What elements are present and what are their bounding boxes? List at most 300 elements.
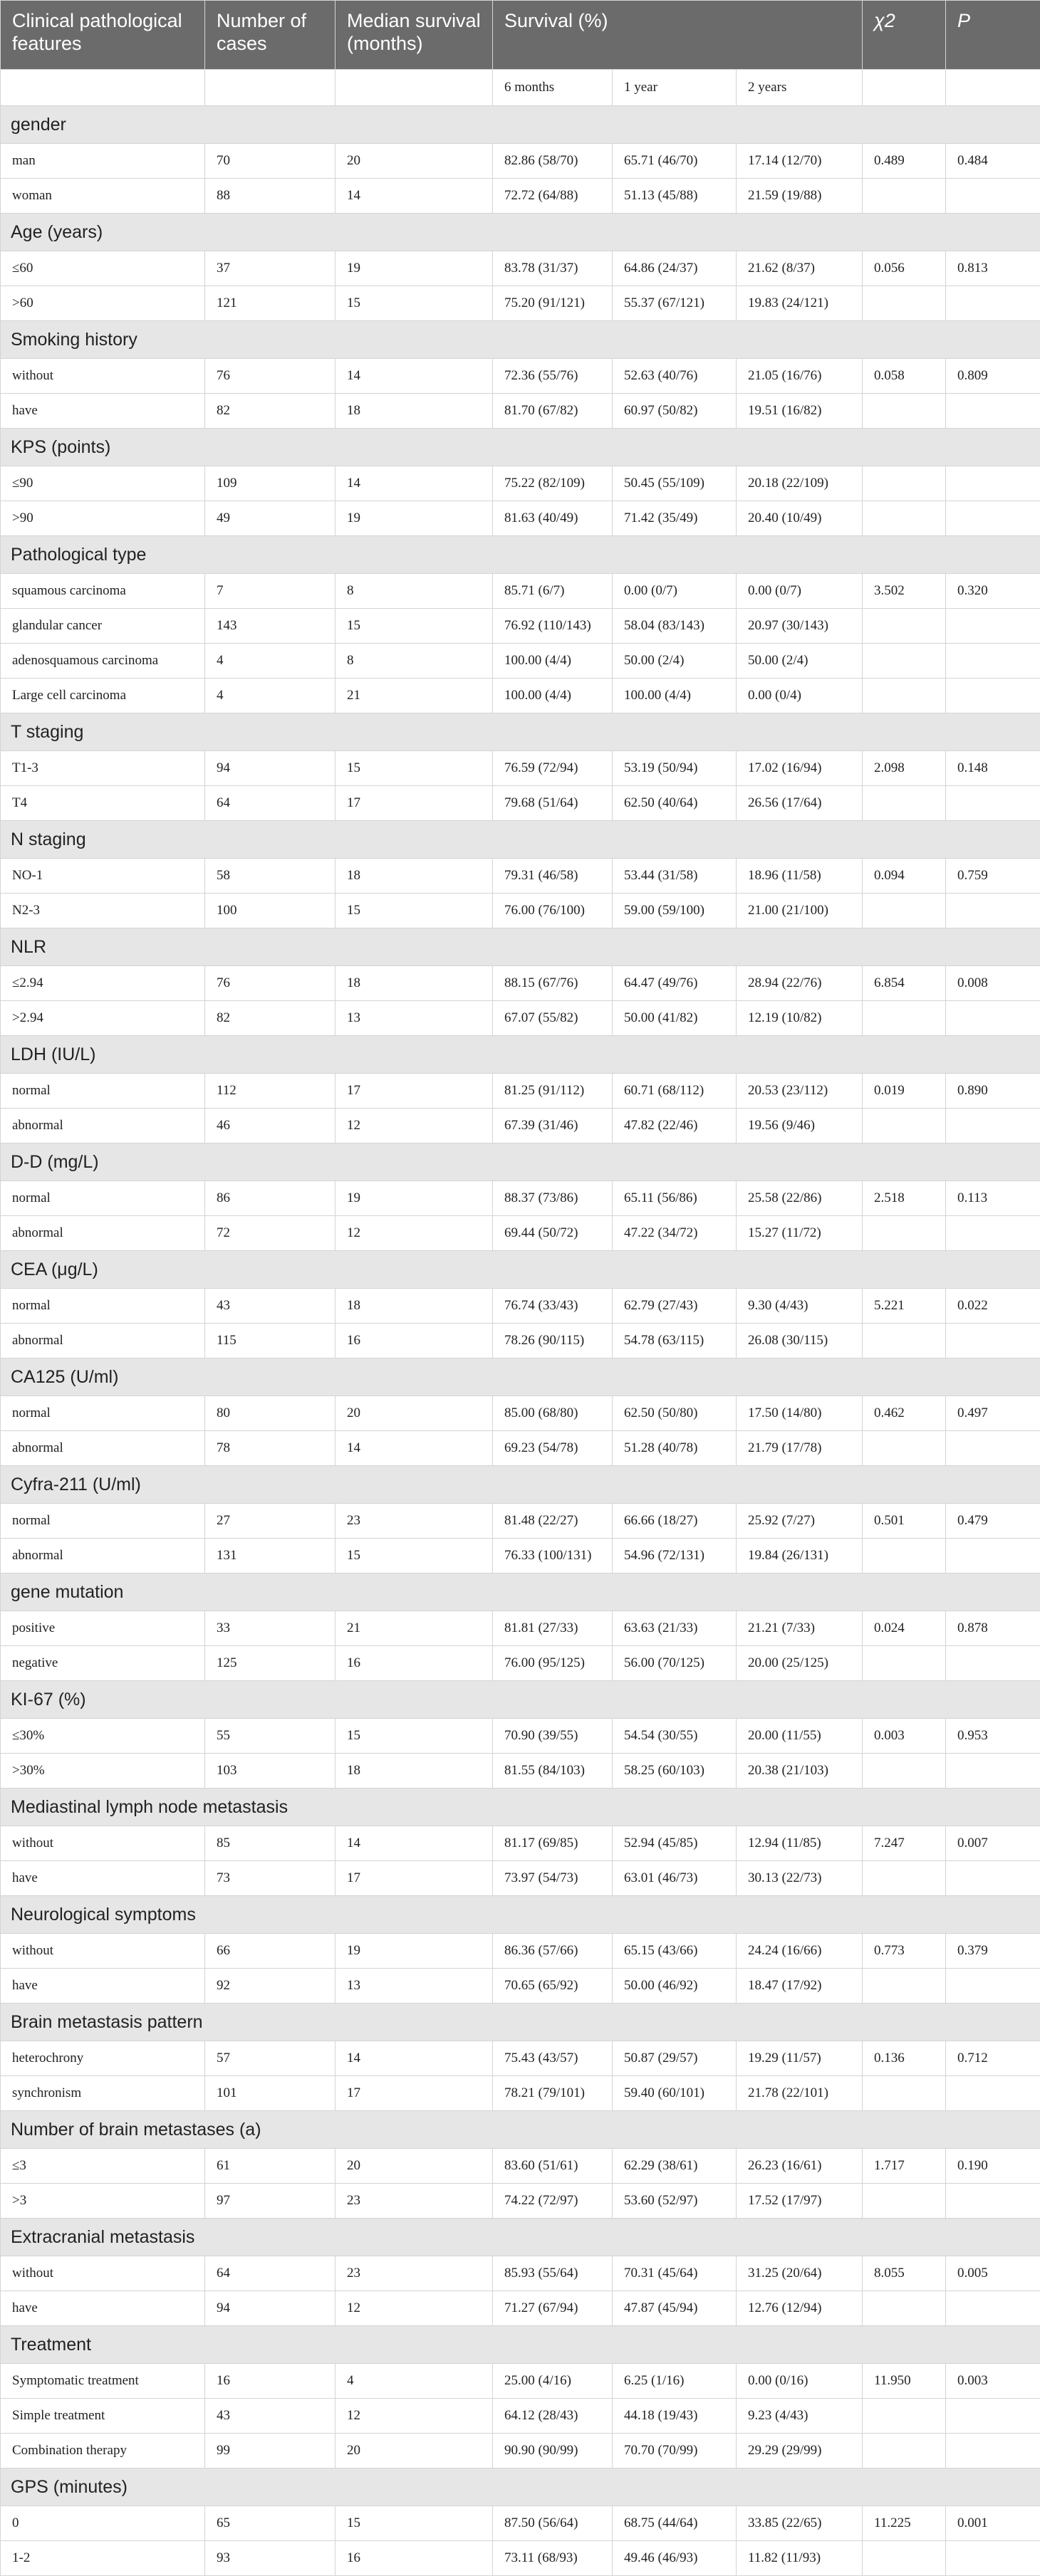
chi2-cell: 0.094 [863,859,946,894]
chi2-cell [863,1216,946,1251]
survival-6m-cell: 70.90 (39/55) [493,1719,613,1754]
chi2-cell [863,1539,946,1574]
p-value-cell: 0.484 [946,144,1040,179]
group-header-row [1,106,1040,144]
survival-1y-cell: 64.47 (49/76) [613,966,737,1001]
row-label: normal [1,1181,205,1216]
row-label: ≤60 [1,251,205,286]
cases-cell: 121 [205,286,336,321]
median-cell: 14 [336,1826,493,1861]
table-row [1,251,1040,286]
survival-1y-cell: 44.18 (19/43) [613,2399,737,2434]
group-header-row [1,713,1040,751]
median-cell: 17 [336,1861,493,1896]
row-label: NO-1 [1,859,205,894]
survival-6m-cell: 100.00 (4/4) [493,679,613,713]
group-title: gene mutation [1,1574,1040,1611]
cases-cell: 76 [205,359,336,394]
row-label: >30% [1,1754,205,1789]
p-value-cell [946,2184,1040,2219]
survival-2y-cell: 25.92 (7/27) [737,1504,863,1539]
survival-1y-cell: 100.00 (4/4) [613,679,737,713]
subheader-blank [205,70,336,106]
row-label: man [1,144,205,179]
cases-cell: 94 [205,2291,336,2326]
median-cell: 15 [336,1719,493,1754]
cases-cell: 72 [205,1216,336,1251]
cases-cell: 143 [205,609,336,644]
group-header-row [1,1358,1040,1396]
survival-1y-cell: 70.70 (70/99) [613,2434,737,2468]
survival-2y-cell: 12.19 (10/82) [737,1001,863,1036]
median-cell: 21 [336,679,493,713]
median-cell: 15 [336,1539,493,1574]
survival-6m-cell: 73.11 (68/93) [493,2541,613,2576]
table-row [1,1504,1040,1539]
chi2-cell [863,2399,946,2434]
table-row [1,2149,1040,2184]
p-value-cell [946,1969,1040,2004]
p-value-cell: 0.113 [946,1181,1040,1216]
chi2-cell [863,179,946,214]
p-value-cell [946,609,1040,644]
survival-6m-cell: 79.68 (51/64) [493,786,613,821]
median-cell: 17 [336,2076,493,2111]
survival-1y-cell: 0.00 (0/7) [613,574,737,609]
p-value-cell [946,894,1040,928]
p-value-cell [946,501,1040,536]
survival-2y-cell: 33.85 (22/65) [737,2506,863,2541]
median-cell: 19 [336,501,493,536]
median-cell: 20 [336,2149,493,2184]
median-cell: 15 [336,2506,493,2541]
row-label: woman [1,179,205,214]
chi2-cell: 5.221 [863,1289,946,1324]
median-cell: 23 [336,2256,493,2291]
survival-1y-cell: 50.00 (41/82) [613,1001,737,1036]
table-row [1,2541,1040,2576]
row-label: negative [1,1646,205,1681]
table-row [1,2506,1040,2541]
chi2-cell: 6.854 [863,966,946,1001]
survival-1y-cell: 51.28 (40/78) [613,1431,737,1466]
p-value-cell [946,286,1040,321]
row-label: T1-3 [1,751,205,786]
p-value-cell: 0.479 [946,1504,1040,1539]
survival-2y-cell: 0.00 (0/16) [737,2364,863,2399]
survival-1y-cell: 49.46 (46/93) [613,2541,737,2576]
p-value-cell [946,1001,1040,1036]
p-value-cell: 0.759 [946,859,1040,894]
survival-2y-cell: 21.21 (7/33) [737,1611,863,1646]
chi2-cell [863,1324,946,1358]
survival-6m-cell: 81.63 (40/49) [493,501,613,536]
survival-6m-cell: 90.90 (90/99) [493,2434,613,2468]
chi2-cell [863,1969,946,2004]
survival-6m-cell: 67.39 (31/46) [493,1109,613,1143]
row-label: >60 [1,286,205,321]
p-value-cell: 0.001 [946,2506,1040,2541]
chi2-cell: 8.055 [863,2256,946,2291]
table-row [1,286,1040,321]
table-row [1,394,1040,429]
survival-2y-cell: 21.62 (8/37) [737,251,863,286]
cases-cell: 82 [205,394,336,429]
header-cases: Number of cases [205,1,336,70]
cases-cell: 4 [205,644,336,679]
median-cell: 21 [336,1611,493,1646]
survival-1y-cell: 70.31 (45/64) [613,2256,737,2291]
median-cell: 4 [336,2364,493,2399]
group-title: Neurological symptoms [1,1896,1040,1934]
table-row [1,1861,1040,1896]
row-label: synchronism [1,2076,205,2111]
p-value-cell [946,2541,1040,2576]
row-label: have [1,1861,205,1896]
survival-2y-cell: 20.40 (10/49) [737,501,863,536]
chi2-cell: 0.024 [863,1611,946,1646]
median-cell: 17 [336,786,493,821]
group-header-row [1,1574,1040,1611]
table-row [1,1826,1040,1861]
median-cell: 20 [336,144,493,179]
survival-2y-cell: 19.84 (26/131) [737,1539,863,1574]
row-label: 1-2 [1,2541,205,2576]
survival-2y-cell: 19.83 (24/121) [737,286,863,321]
survival-2y-cell: 12.76 (12/94) [737,2291,863,2326]
survival-2y-cell: 25.58 (22/86) [737,1181,863,1216]
survival-1y-cell: 47.87 (45/94) [613,2291,737,2326]
p-value-cell: 0.008 [946,966,1040,1001]
survival-2y-cell: 21.79 (17/78) [737,1431,863,1466]
survival-6m-cell: 88.37 (73/86) [493,1181,613,1216]
survival-6m-cell: 81.55 (84/103) [493,1754,613,1789]
cases-cell: 65 [205,2506,336,2541]
p-value-cell: 0.148 [946,751,1040,786]
table-row [1,144,1040,179]
median-cell: 12 [336,1109,493,1143]
median-cell: 14 [336,359,493,394]
chi2-cell [863,1109,946,1143]
median-cell: 16 [336,2541,493,2576]
row-label: abnormal [1,1324,205,1358]
p-value-cell [946,786,1040,821]
row-label: normal [1,1504,205,1539]
cases-cell: 46 [205,1109,336,1143]
median-cell: 15 [336,751,493,786]
table-row [1,2364,1040,2399]
survival-2y-cell: 18.47 (17/92) [737,1969,863,2004]
survival-6m-cell: 64.12 (28/43) [493,2399,613,2434]
median-cell: 14 [336,1431,493,1466]
survival-2y-cell: 11.82 (11/93) [737,2541,863,2576]
group-header-row [1,429,1040,466]
row-label: ≤30% [1,1719,205,1754]
p-value-cell: 0.022 [946,1289,1040,1324]
cases-cell: 109 [205,466,336,501]
p-value-cell [946,394,1040,429]
row-label: adenosquamous carcinoma [1,644,205,679]
median-cell: 15 [336,286,493,321]
p-value-cell [946,1431,1040,1466]
table-row [1,1969,1040,2004]
chi2-cell: 2.518 [863,1181,946,1216]
group-title: Age (years) [1,214,1040,251]
group-header-row [1,1251,1040,1289]
group-title: Cyfra-211 (U/ml) [1,1466,1040,1504]
table-row [1,1539,1040,1574]
group-title: gender [1,106,1040,144]
survival-1y-cell: 50.45 (55/109) [613,466,737,501]
median-cell: 20 [336,1396,493,1431]
p-value-cell [946,1861,1040,1896]
survival-6m-cell: 76.59 (72/94) [493,751,613,786]
group-title: GPS (minutes) [1,2468,1040,2506]
row-label: normal [1,1396,205,1431]
survival-6m-cell: 72.72 (64/88) [493,179,613,214]
survival-1y-cell: 47.82 (22/46) [613,1109,737,1143]
chi2-cell: 0.056 [863,251,946,286]
row-label: have [1,1969,205,2004]
p-value-cell [946,679,1040,713]
survival-6m-cell: 81.25 (91/112) [493,1074,613,1109]
row-label: without [1,359,205,394]
chi2-cell: 0.136 [863,2041,946,2076]
chi2-cell: 0.019 [863,1074,946,1109]
cases-cell: 64 [205,2256,336,2291]
survival-1y-cell: 62.79 (27/43) [613,1289,737,1324]
survival-1y-cell: 50.00 (46/92) [613,1969,737,2004]
row-label: Combination therapy [1,2434,205,2468]
row-label: have [1,2291,205,2326]
subheader-2-years: 2 years [737,70,863,106]
survival-6m-cell: 78.26 (90/115) [493,1324,613,1358]
survival-1y-cell: 56.00 (70/125) [613,1646,737,1681]
table-row [1,501,1040,536]
subheader-row [1,70,1040,106]
group-header-row [1,1789,1040,1826]
cases-cell: 37 [205,251,336,286]
median-cell: 18 [336,859,493,894]
cases-cell: 58 [205,859,336,894]
median-cell: 20 [336,2434,493,2468]
cases-cell: 115 [205,1324,336,1358]
group-header-row [1,1681,1040,1719]
median-cell: 15 [336,609,493,644]
header-row [1,1,1040,70]
chi2-cell: 0.489 [863,144,946,179]
table-row [1,1646,1040,1681]
survival-2y-cell: 19.56 (9/46) [737,1109,863,1143]
row-label: without [1,1826,205,1861]
table-row [1,609,1040,644]
chi2-cell [863,786,946,821]
table-row [1,1216,1040,1251]
cases-cell: 33 [205,1611,336,1646]
survival-2y-cell: 28.94 (22/76) [737,966,863,1001]
median-cell: 19 [336,1934,493,1969]
survival-1y-cell: 52.94 (45/85) [613,1826,737,1861]
row-label: 0 [1,2506,205,2541]
cases-cell: 112 [205,1074,336,1109]
table-row [1,1001,1040,1036]
survival-1y-cell: 54.78 (63/115) [613,1324,737,1358]
table-row [1,2291,1040,2326]
cases-cell: 49 [205,501,336,536]
median-cell: 19 [336,251,493,286]
table-body [1,106,1040,2576]
survival-6m-cell: 76.00 (76/100) [493,894,613,928]
cases-cell: 125 [205,1646,336,1681]
table-header [1,1,1040,106]
survival-2y-cell: 15.27 (11/72) [737,1216,863,1251]
survival-2y-cell: 17.52 (17/97) [737,2184,863,2219]
row-label: abnormal [1,1431,205,1466]
cases-cell: 43 [205,1289,336,1324]
group-header-row [1,928,1040,966]
chi2-cell: 11.950 [863,2364,946,2399]
subheader-1-year: 1 year [613,70,737,106]
median-cell: 18 [336,394,493,429]
table-row [1,894,1040,928]
chi2-cell: 0.003 [863,1719,946,1754]
survival-1y-cell: 64.86 (24/37) [613,251,737,286]
p-value-cell: 0.878 [946,1611,1040,1646]
group-header-row [1,1466,1040,1504]
row-label: normal [1,1074,205,1109]
group-title: KI-67 (%) [1,1681,1040,1719]
cases-cell: 57 [205,2041,336,2076]
row-label: without [1,2256,205,2291]
chi2-cell: 7.247 [863,1826,946,1861]
survival-1y-cell: 62.50 (50/80) [613,1396,737,1431]
survival-2y-cell: 31.25 (20/64) [737,2256,863,2291]
survival-1y-cell: 65.71 (46/70) [613,144,737,179]
survival-6m-cell: 85.71 (6/7) [493,574,613,609]
row-label: abnormal [1,1216,205,1251]
subheader-blank [336,70,493,106]
median-cell: 17 [336,1074,493,1109]
survival-2y-cell: 29.29 (29/99) [737,2434,863,2468]
survival-1y-cell: 47.22 (34/72) [613,1216,737,1251]
survival-1y-cell: 51.13 (45/88) [613,179,737,214]
survival-6m-cell: 69.44 (50/72) [493,1216,613,1251]
table-row [1,1719,1040,1754]
table-row [1,1431,1040,1466]
cases-cell: 94 [205,751,336,786]
cases-cell: 93 [205,2541,336,2576]
table-row [1,966,1040,1001]
survival-2y-cell: 18.96 (11/58) [737,859,863,894]
chi2-cell: 11.225 [863,2506,946,2541]
table-row [1,1934,1040,1969]
table-row [1,1324,1040,1358]
median-cell: 12 [336,1216,493,1251]
row-label: abnormal [1,1539,205,1574]
cases-cell: 86 [205,1181,336,1216]
p-value-cell [946,466,1040,501]
cases-cell: 97 [205,2184,336,2219]
p-value-cell: 0.712 [946,2041,1040,2076]
median-cell: 15 [336,894,493,928]
group-header-row [1,2326,1040,2364]
survival-2y-cell: 26.23 (16/61) [737,2149,863,2184]
survival-6m-cell: 25.00 (4/16) [493,2364,613,2399]
survival-6m-cell: 67.07 (55/82) [493,1001,613,1036]
header-chi2: χ2 [863,1,946,70]
table-row [1,1396,1040,1431]
row-label: >90 [1,501,205,536]
survival-2y-cell: 20.00 (11/55) [737,1719,863,1754]
survival-2y-cell: 21.59 (19/88) [737,179,863,214]
survival-6m-cell: 69.23 (54/78) [493,1431,613,1466]
header-p: P [946,1,1040,70]
group-title: LDH (IU/L) [1,1036,1040,1074]
survival-1y-cell: 58.04 (83/143) [613,609,737,644]
p-value-cell [946,1539,1040,1574]
chi2-cell [863,2184,946,2219]
table-row [1,2256,1040,2291]
group-header-row [1,1143,1040,1181]
survival-1y-cell: 54.54 (30/55) [613,1719,737,1754]
survival-1y-cell: 55.37 (67/121) [613,286,737,321]
survival-2y-cell: 19.51 (16/82) [737,394,863,429]
survival-2y-cell: 26.08 (30/115) [737,1324,863,1358]
survival-2y-cell: 30.13 (22/73) [737,1861,863,1896]
survival-1y-cell: 52.63 (40/76) [613,359,737,394]
survival-2y-cell: 21.78 (22/101) [737,2076,863,2111]
chi2-cell [863,1754,946,1789]
survival-2y-cell: 50.00 (2/4) [737,644,863,679]
row-label: N2-3 [1,894,205,928]
table-row [1,1754,1040,1789]
survival-6m-cell: 81.81 (27/33) [493,1611,613,1646]
table-row [1,2399,1040,2434]
survival-6m-cell: 75.43 (43/57) [493,2041,613,2076]
p-value-cell [946,1109,1040,1143]
median-cell: 8 [336,644,493,679]
p-value-cell: 0.190 [946,2149,1040,2184]
cases-cell: 82 [205,1001,336,1036]
chi2-cell [863,2541,946,2576]
subheader-blank [863,70,946,106]
survival-1y-cell: 62.29 (38/61) [613,2149,737,2184]
group-title: KPS (points) [1,429,1040,466]
p-value-cell [946,1754,1040,1789]
survival-1y-cell: 6.25 (1/16) [613,2364,737,2399]
table-row [1,2076,1040,2111]
survival-1y-cell: 50.00 (2/4) [613,644,737,679]
chi2-cell [863,2076,946,2111]
cases-cell: 16 [205,2364,336,2399]
chi2-cell [863,1646,946,1681]
survival-6m-cell: 86.36 (57/66) [493,1934,613,1969]
chi2-cell [863,2291,946,2326]
group-title: Treatment [1,2326,1040,2364]
row-label: >2.94 [1,1001,205,1036]
survival-2y-cell: 17.14 (12/70) [737,144,863,179]
group-title: NLR [1,928,1040,966]
cases-cell: 85 [205,1826,336,1861]
median-cell: 12 [336,2291,493,2326]
group-header-row [1,2219,1040,2256]
cases-cell: 88 [205,179,336,214]
p-value-cell: 0.813 [946,251,1040,286]
median-cell: 8 [336,574,493,609]
survival-6m-cell: 72.36 (55/76) [493,359,613,394]
survival-2y-cell: 20.53 (23/112) [737,1074,863,1109]
p-value-cell: 0.320 [946,574,1040,609]
